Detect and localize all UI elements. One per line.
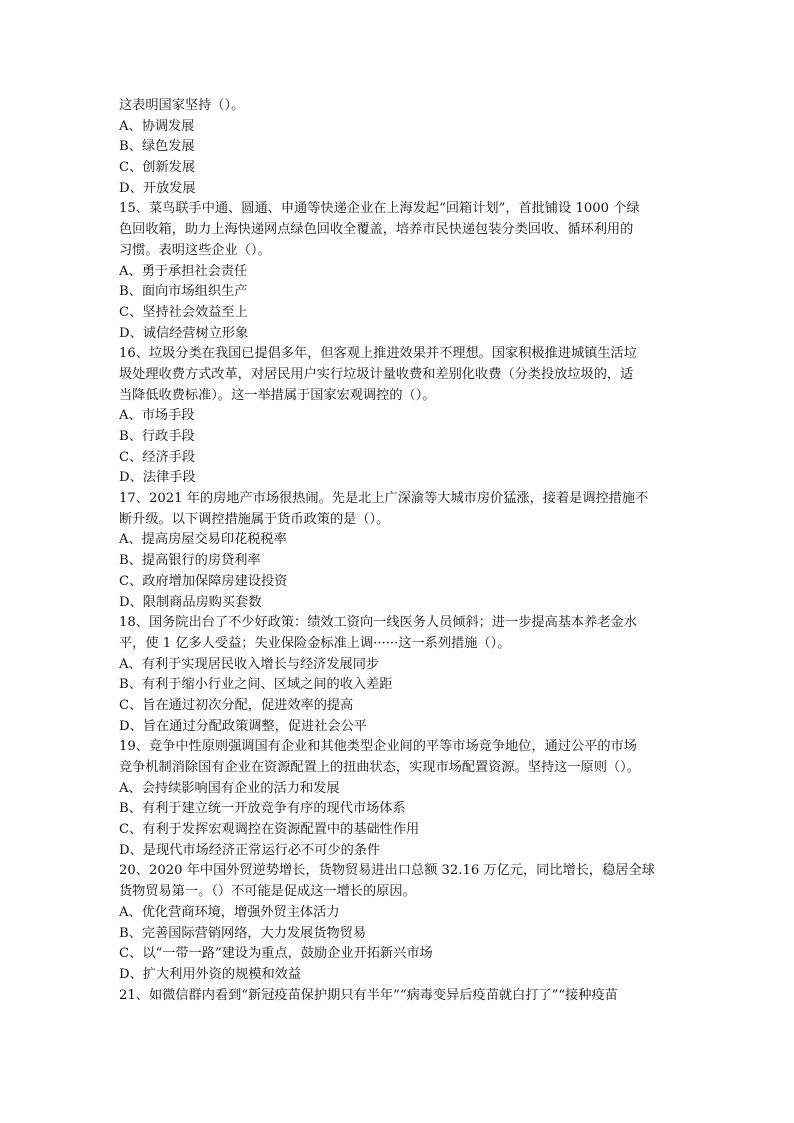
option-c: C、经济手段: [119, 449, 196, 465]
question-stem-line: 货物贸易第一。（）不可能是促成这一增长的原因。: [119, 884, 416, 900]
question-stem-line: 平，使 1 亿多人受益；失业保险金标准上调······这一系列措施（）。: [119, 635, 511, 651]
option-c: C、坚持社会效益至上: [119, 304, 248, 320]
question-stem-line: 竞争机制消除国有企业在资源配置上的扭曲状态，实现市场配置资源。坚持这一原则（）。: [119, 760, 640, 775]
question-stem-line: 断升级。以下调控措施属于货币政策的是（）。: [119, 511, 390, 527]
option-a: A、勇于承担社会责任: [119, 263, 248, 279]
question-stem-line: 19、竞争中性原则强调国有企业和其他类型企业间的平等市场竞争地位，通过公平的市场: [119, 739, 637, 755]
option-d: D、是现代市场经济正常运行必不可少的条件: [119, 842, 381, 858]
option-d: D、旨在通过分配政策调整，促进社会公平: [119, 718, 367, 734]
question-stem-line: 15、菜鸟联手中通、圆通、申通等快递企业在上海发起“回箱计划”，首批铺设 1000 个绿: [119, 201, 640, 217]
question-stem-line: 21、如微信群内看到“新冠疫苗保护期只有半年”“病毒变异后疫苗就白打了”“接种疫苗: [119, 987, 618, 1003]
question-stem-line: 当降低收费标准）。这一举措属于国家宏观调控的（）。: [119, 387, 436, 403]
question-21-head: [119, 986, 675, 1007]
question-stem-line: 18、国务院出台了不少好政策：绩效工资向一线医务人员倾斜；进一步提高基本养老金水: [119, 615, 637, 631]
question-20: [119, 861, 675, 985]
question-stem-line: 20、2020 年中国外贸逆势增长，货物贸易进出口总额 32.16 万亿元，同比增长，稳居全球: [119, 863, 655, 879]
option-a: A、提高房屋交易印花税税率: [119, 532, 287, 548]
option-b: B、面向市场组织生产: [119, 284, 248, 300]
option-d: D、开放发展: [119, 180, 196, 196]
option-c: C、旨在通过初次分配，促进效率的提高: [119, 697, 354, 713]
question-stem-line: 这表明国家坚持（）。: [119, 98, 245, 113]
option-c: C、创新发展: [119, 160, 196, 176]
option-c: C、有利于发挥宏观调控在资源配置中的基础性作用: [119, 822, 420, 838]
option-b: B、完善国际营销网络，大力发展货物贸易: [119, 925, 367, 941]
question-stem-line: 习惯。表明这些企业（）。: [119, 242, 271, 258]
option-b: B、有利于建立统一开放竞争有序的现代市场体系: [119, 801, 406, 817]
option-a: A、有利于实现居民收入增长与经济发展同步: [119, 656, 380, 672]
option-d: D、扩大利用外资的规模和效益: [119, 966, 302, 982]
option-c: C、以“一带一路”建设为重点，鼓励企业开拓新兴市场: [119, 946, 433, 962]
option-d: D、限制商品房购买套数: [119, 594, 262, 610]
question-stem-line: 圾处理收费方式改革，对居民用户实行垃圾计量收费和差别化收费（分类投放垃圾的，适: [119, 366, 634, 382]
option-c: C、政府增加保障房建设投资: [119, 573, 288, 589]
question-19: [119, 737, 675, 861]
option-b: B、有利于缩小行业之间、区域之间的收入差距: [119, 677, 393, 693]
option-b: B、绿色发展: [119, 139, 195, 155]
question-16: [119, 344, 675, 489]
question-stem-line: 16、垃圾分类在我国已提倡多年，但客观上推进效果并不理想。国家积极推进城镇生活垃: [119, 346, 637, 362]
option-b: B、行政手段: [119, 429, 195, 444]
option-d: D、诚信经营树立形象: [119, 325, 249, 341]
option-a: A、优化营商环境，增强外贸主体活力: [119, 904, 340, 920]
option-a: A、协调发展: [119, 118, 195, 134]
option-b: B、提高银行的房贷利率: [119, 553, 261, 569]
question-stem-line: 17、2021 年的房地产市场很热闹。先是北上广深渝等大城市房价猛涨，接着是调控措施不: [119, 491, 649, 507]
question-18: [119, 613, 675, 737]
question-15: [119, 199, 675, 344]
question-stem-line: 色回收箱，助力上海快递网点绿色回收全覆盖，培养市民快递包装分类回收、循环利用的: [119, 222, 634, 238]
option-a: A、市场手段: [119, 408, 195, 424]
question-17: [119, 489, 675, 613]
document-body: [119, 96, 675, 1006]
question-14-tail: [119, 96, 675, 199]
option-a: A、会持续影响国有企业的活力和发展: [119, 780, 340, 796]
option-d: D、法律手段: [119, 470, 196, 486]
